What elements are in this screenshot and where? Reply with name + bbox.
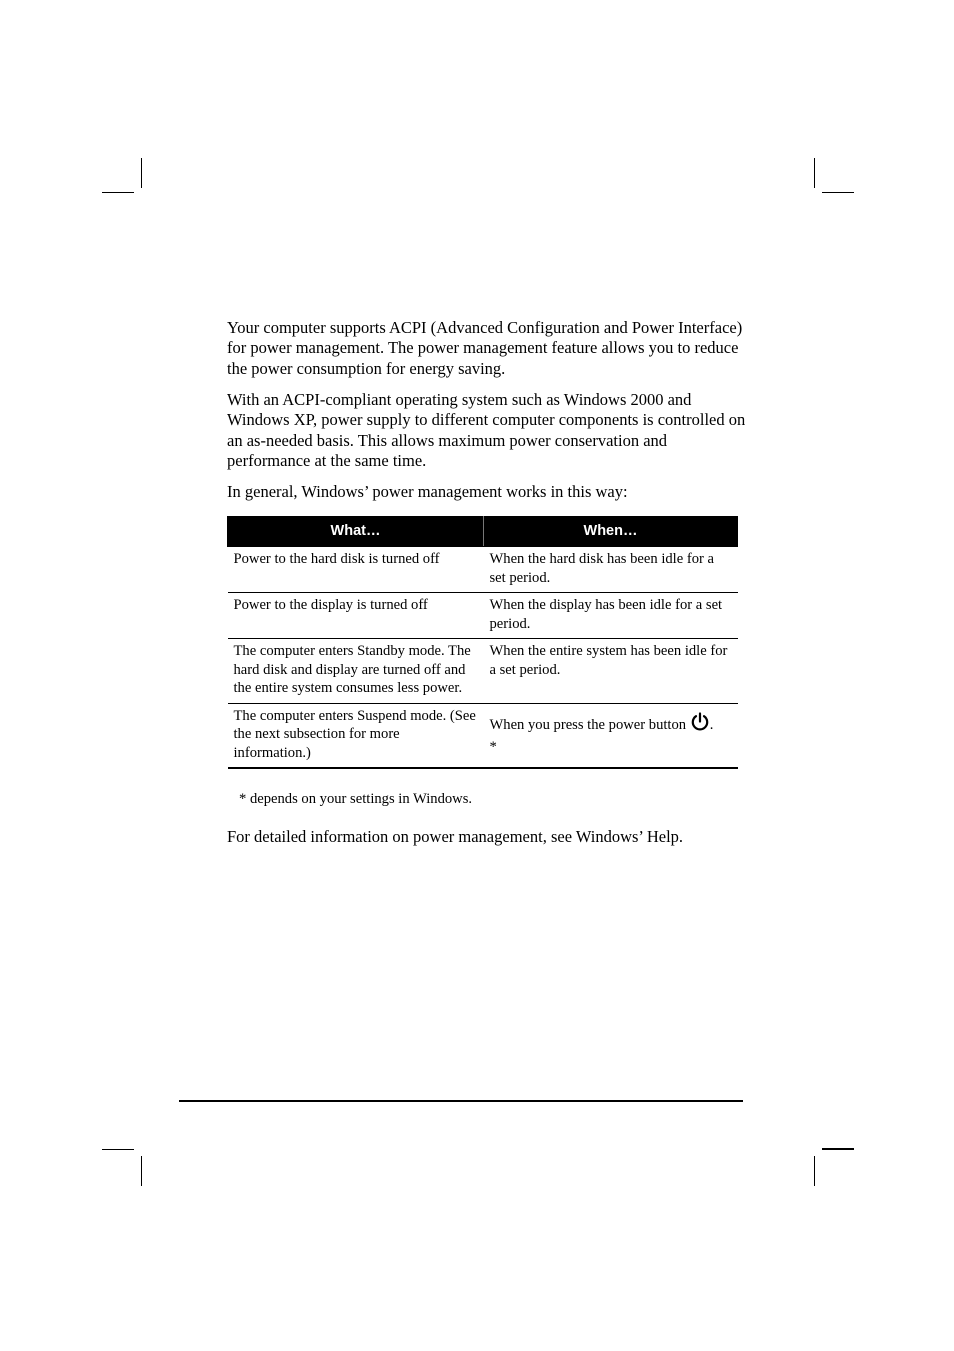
crop-mark-bottom-left-h — [102, 1149, 134, 1150]
cell-what: Power to the display is turned off — [228, 593, 484, 639]
intro-paragraph-2: With an ACPI-compliant operating system such as Windows 2000 and Windows XP, power supply to different computer components is controlled on an as-needed basis. This allows maximum power conservation and performance at the same time. — [227, 390, 746, 470]
crop-mark-top-right-h — [822, 192, 854, 193]
footer-rule — [179, 1100, 743, 1102]
table-row — [228, 593, 738, 639]
cell-when-suffix: . — [709, 717, 714, 734]
cell-what: The computer enters Suspend mode. (See the next subsection for more information.) — [228, 703, 484, 768]
table-header-row — [228, 517, 738, 547]
cell-when-note: * — [489, 738, 497, 755]
table-row — [228, 547, 738, 593]
header-what: What… — [228, 517, 484, 547]
header-when: When… — [484, 517, 738, 547]
table-row — [228, 639, 738, 704]
intro-paragraph-1: Your computer supports ACPI (Advanced Configuration and Power Interface) for power management. The power management feature allows you to reduce the power consumption for energy saving. — [227, 318, 743, 378]
power-management-table — [227, 516, 738, 769]
crop-mark-top-left-h — [102, 192, 134, 193]
cell-what: Power to the hard disk is turned off — [228, 547, 484, 593]
cell-when: When the display has been idle for a set period. — [484, 593, 738, 639]
crop-mark-bottom-right-v — [814, 1156, 815, 1186]
cell-what: The computer enters Standby mode. The hard disk and display are turned off and the entire system consumes less power. — [228, 639, 484, 704]
cell-when-text: When you press the power button — [489, 717, 687, 734]
cell-when: When the entire system has been idle for a set period. — [484, 639, 738, 704]
intro-paragraph-3: In general, Windows’ power management works in this way: — [227, 482, 628, 501]
crop-mark-top-right-v — [814, 158, 815, 188]
table-footnote: * depends on your settings in Windows. — [239, 791, 473, 807]
cell-when — [484, 703, 738, 768]
crop-mark-bottom-right-h — [822, 1148, 854, 1150]
power-button-icon — [690, 712, 710, 738]
crop-mark-top-left-v — [141, 158, 142, 188]
closing-paragraph: For detailed information on power management, see Windows’ Help. — [227, 827, 684, 846]
cell-when: When the hard disk has been idle for a set period. — [484, 547, 738, 593]
table-row — [228, 703, 738, 768]
crop-mark-bottom-left-v — [141, 1156, 142, 1186]
